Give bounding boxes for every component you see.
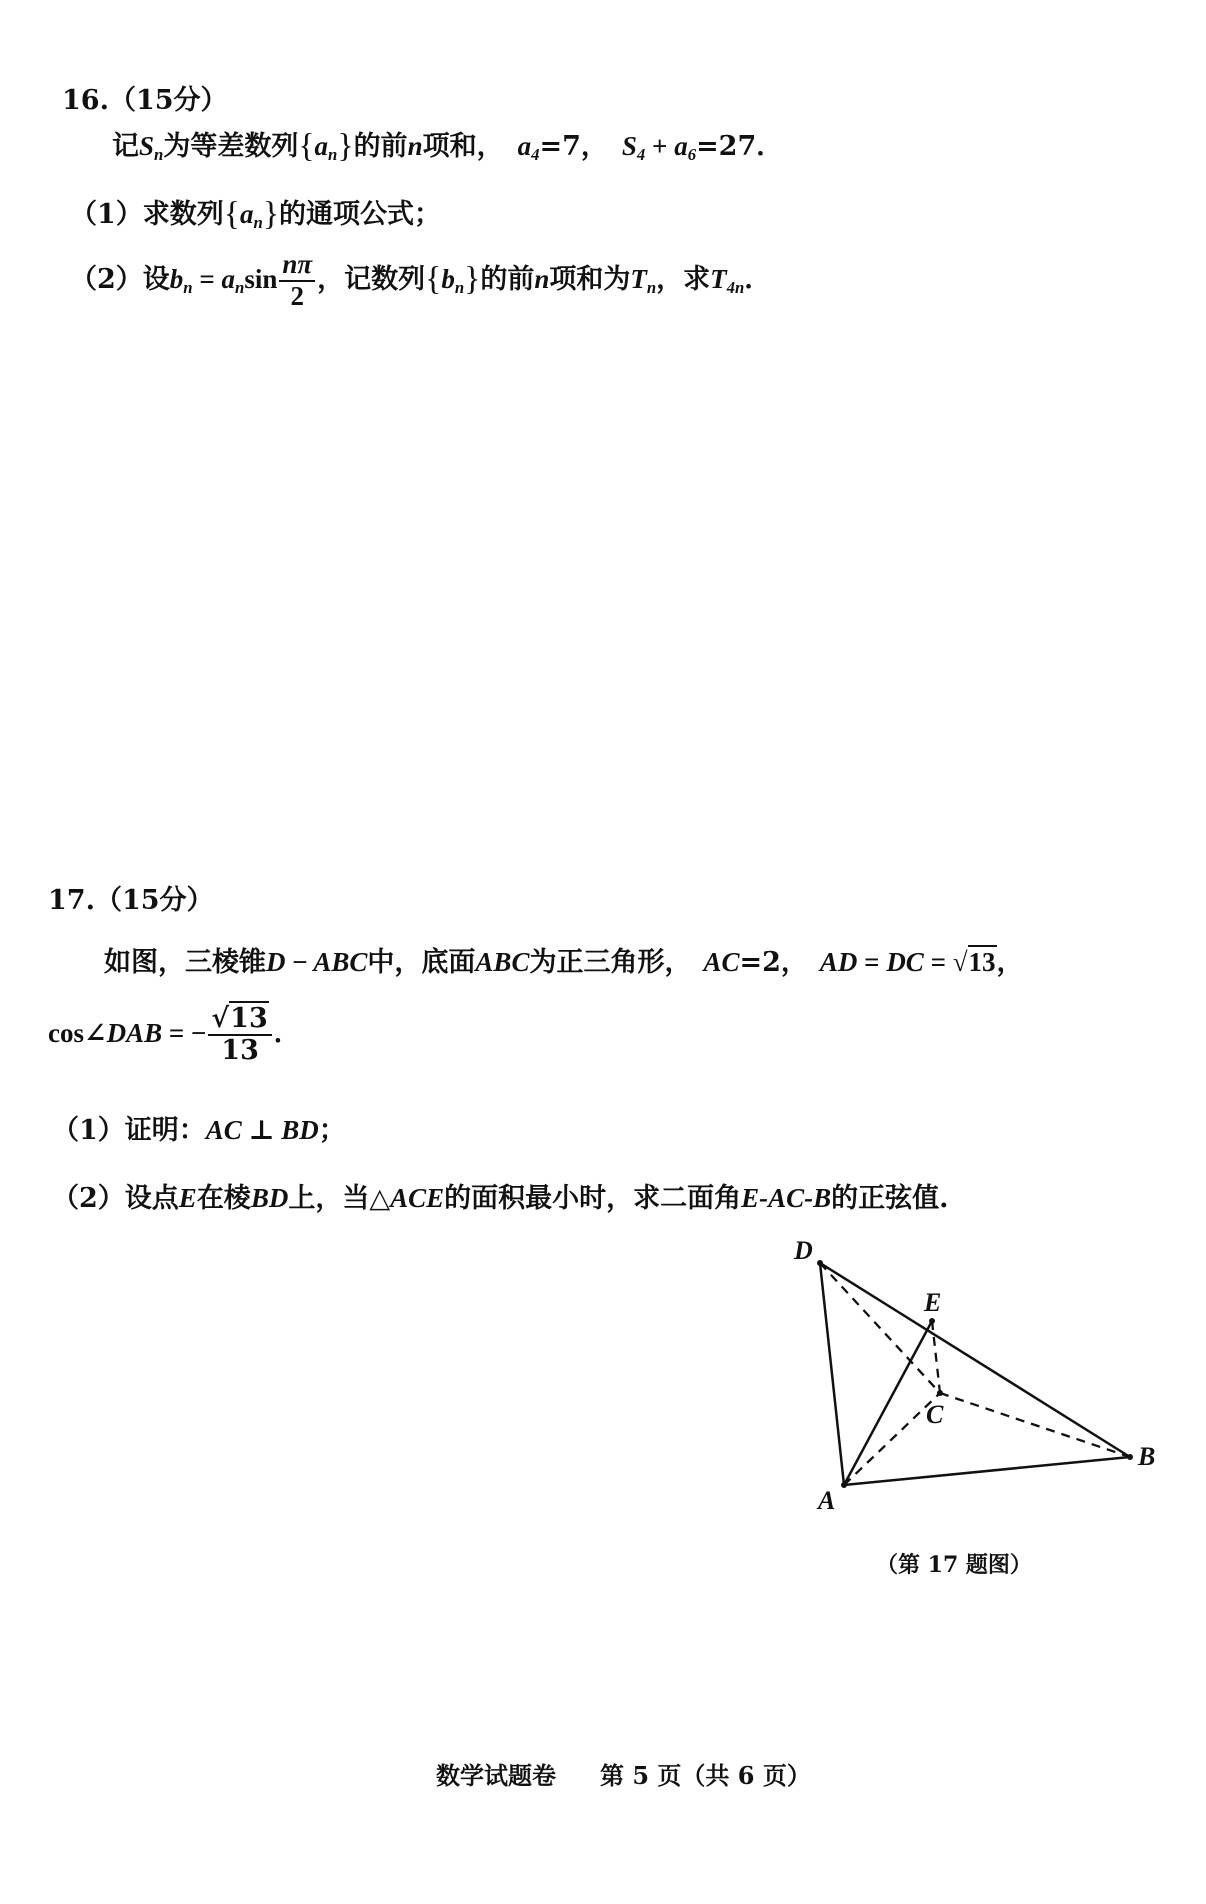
footer <box>436 1756 811 1791</box>
q16-part1: （1）求数列$\{a_n\}$的通项公式； <box>70 195 442 233</box>
figure-caption: （第 17 题图） <box>876 1552 1032 1578</box>
q16-header: 16.（15分） <box>62 85 228 116</box>
vertex-C <box>937 1390 943 1396</box>
edge-EC <box>932 1321 940 1393</box>
q16-problem-statement: 记$S_n$为等差数列$\{a_n\}$的前n项和， $a_4=7$， $S_4 + a_6=27$． <box>112 127 784 165</box>
q17-problem-statement: 如图，三棱锥D − ABC中，底面ABC为正三角形， AC=2， AD = DC = √13， <box>104 947 1024 978</box>
vertex-E <box>929 1318 935 1324</box>
label-B: B <box>1138 1442 1156 1471</box>
fraction-n-pi-over-2: $\frac{n\pi}{2}$ <box>279 250 315 311</box>
vertex-D <box>817 1260 823 1266</box>
footer-page-number: 第 5 页（共 6 页） <box>600 1761 811 1790</box>
q17-part1: （1）证明：AC ⊥ BD； <box>52 1115 346 1146</box>
label-E: E <box>924 1288 942 1317</box>
tetrahedron-figure <box>780 1225 1170 1515</box>
q16-part2: （2）设$b_n = a_n\sin$ $\frac{n\pi}{2}$ ，记数列$\{b_n\}$的前n项和为$T_n$，求$T_{4n}$． <box>70 249 772 311</box>
label-A: A <box>818 1486 836 1515</box>
edge-DB <box>820 1263 1130 1457</box>
label-C: C <box>926 1400 944 1429</box>
q17-cos-condition: cos∠DAB = − $\frac{√13}{13}$ ． <box>48 1003 301 1066</box>
edge-AE <box>844 1321 932 1485</box>
fraction-sqrt13-over-13: $\frac{√13}{13}$ <box>208 1004 271 1065</box>
footer-title: 数学试题卷 <box>436 1761 556 1790</box>
q17-header: 17.（15分） <box>48 885 214 916</box>
edge-DA <box>820 1263 844 1485</box>
vertex-A <box>841 1482 847 1488</box>
edge-CB <box>940 1393 1130 1457</box>
label-D: D <box>794 1236 813 1265</box>
vertex-B <box>1127 1454 1133 1460</box>
edge-AB <box>844 1457 1130 1485</box>
q17-part2: （2）设点E在棱BD上，当△ACE的面积最小时，求二面角E-AC-B的正弦值. <box>52 1183 949 1214</box>
